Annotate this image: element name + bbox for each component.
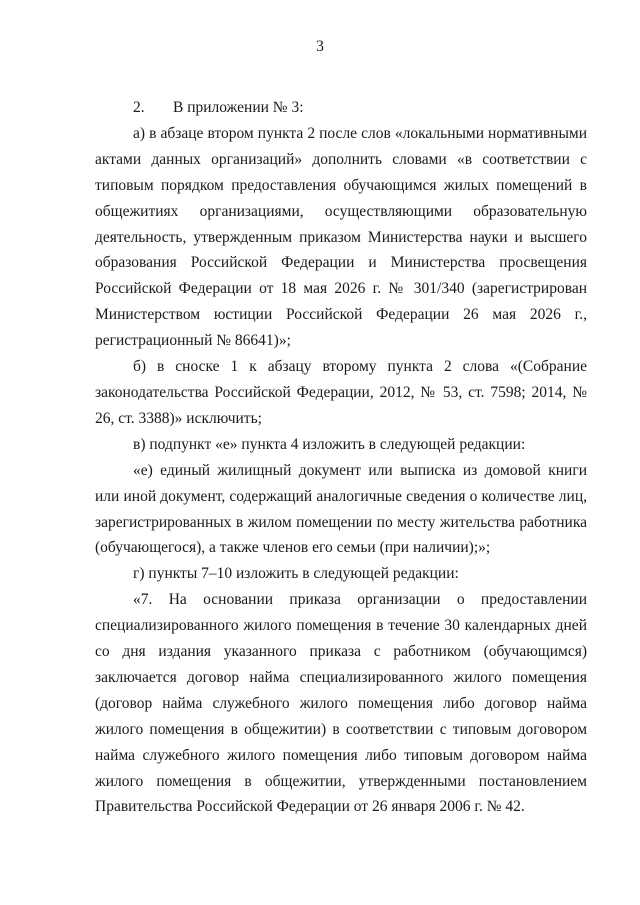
paragraph-e-text: «е) единый жилищный документ или выписка из домовой книги или иной документ, содержащий аналогичные сведения о количестве лиц, зарегистрированных в жилом помещении по месту жительства работника (обучающегося), а также членов его семьи (при наличии);»; (95, 461, 587, 557)
paragraph-a: а) в абзаце втором пункта 2 после слов «локальными нормативными актами данных организаций» дополнить словами «в соответствии с типовым порядком предоставления обучающимся жилых помещений в общежитиях организациями, осуществляющими образовательную деятельность, утвержденным приказом Министерства науки и высшего образования Российской Федерации и Министерства просвещения Российской Федерации от 18 мая 2026 г. № 301/340 (зарегистрирован Министерством юстиции Российской Федерации 26 мая 2026 г., регистрационный № 86641)»; (95, 124, 587, 350)
page-number: 3 (316, 38, 324, 55)
paragraph-c: в) подпункт «е» пункта 4 изложить в следующей редакции: (133, 435, 526, 453)
paragraph-d: г) пункты 7–10 изложить в следующей редакции: (133, 565, 459, 583)
paragraph-7-text: «7. На основании приказа организации о предоставлении специализированного жилого помещения в течение 30 календарных дней со дня издания указанного приказа с работником (обучающимся) заключается договор найма специализированного жилого помещения (договор найма служебного жилого помещения либо договор найма жилого помещения в общежитии) в соответствии с типовым договором найма служебного жилого помещения либо типовым договором найма жилого помещения в общежитии, утвержденными постановлением Правительства Российской Федерации от 26 января 2006 г. № 42. (95, 591, 587, 816)
paragraph-b: б) в сноске 1 к абзацу второму пункта 2 слова «(Собрание законодательства Российской Федерации, 2012, № 53, ст. 7598; 2014, № 26, ст. 3388)» исключить; (95, 358, 587, 427)
section-heading-line (95, 95, 587, 121)
section-heading: В приложении № 3: (173, 99, 304, 116)
section-number: 2. (133, 99, 145, 116)
document-body (95, 95, 587, 820)
